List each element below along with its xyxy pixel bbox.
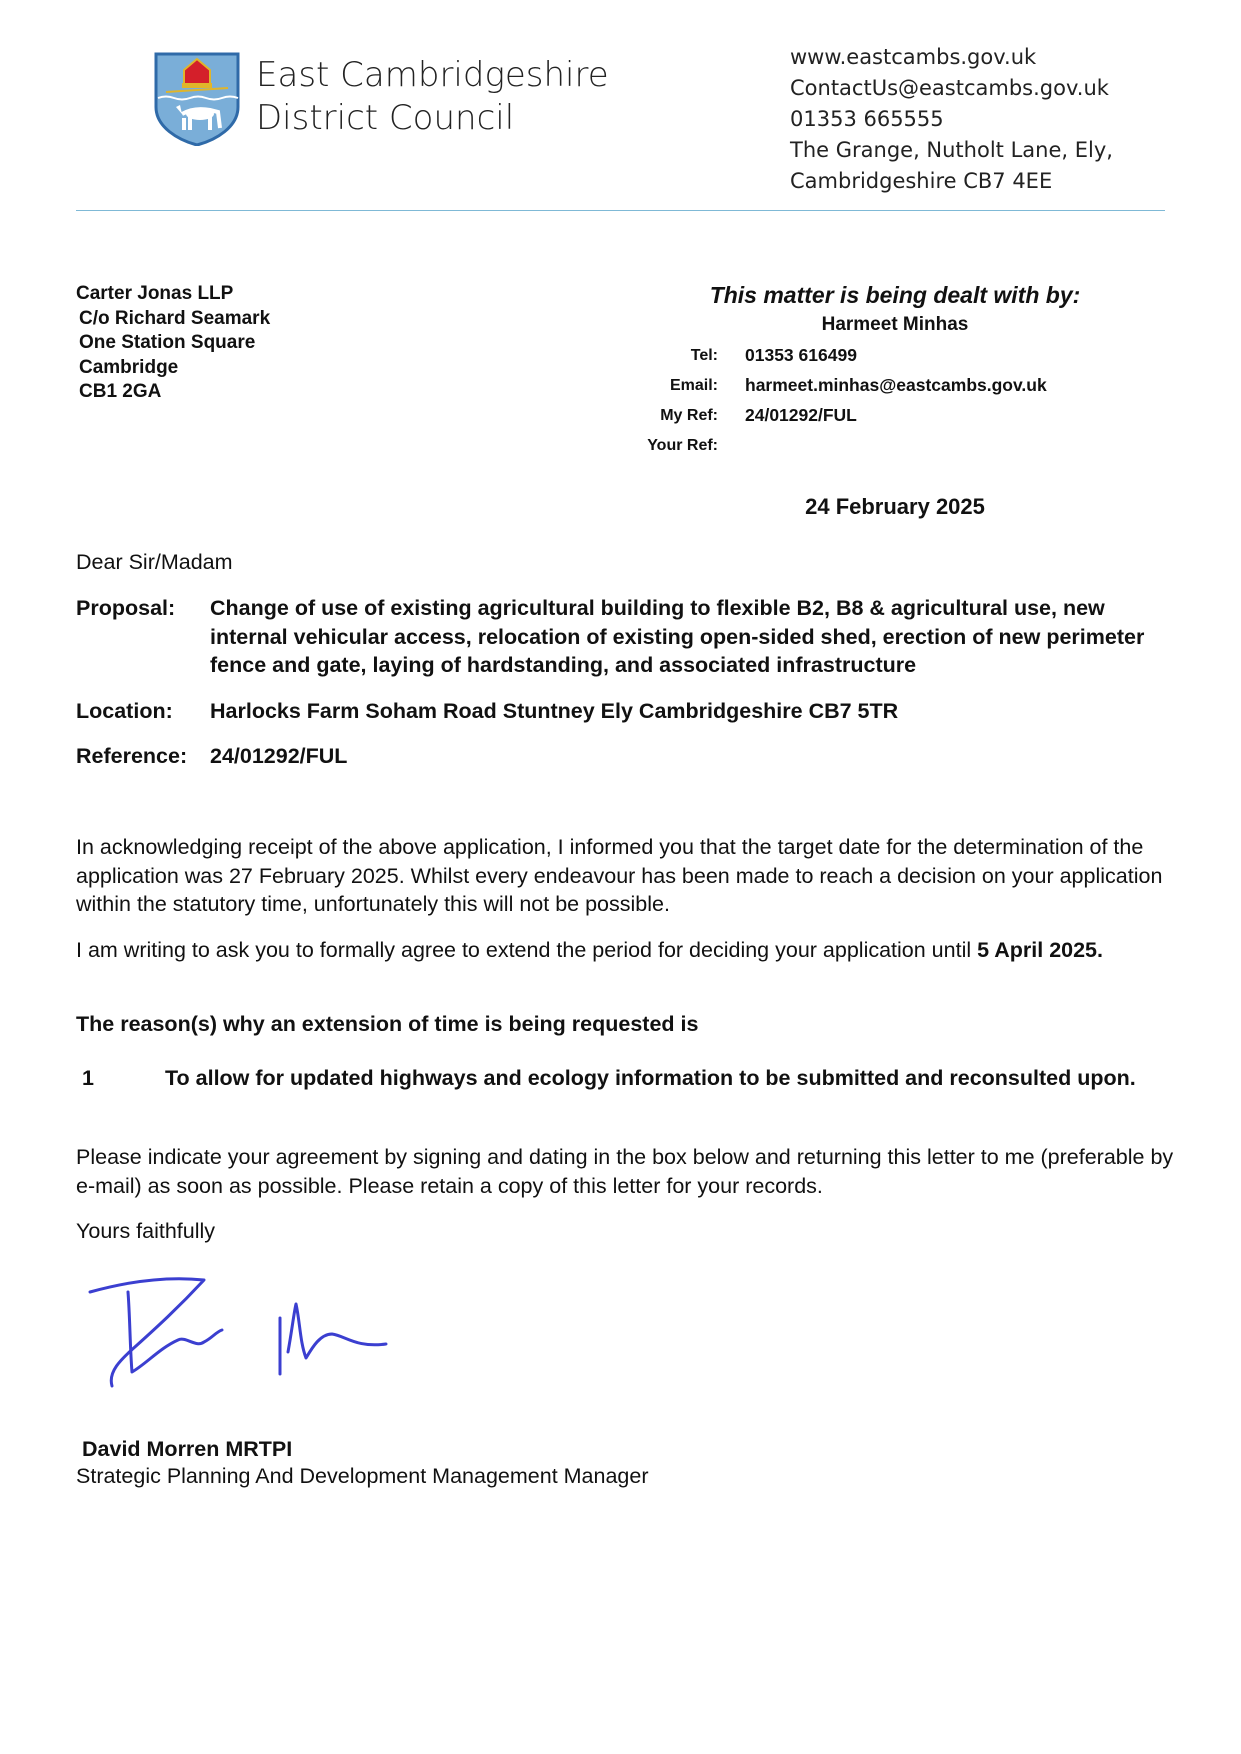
reason-text: To allow for updated highways and ecology information to be submitted and reconsulted upon. bbox=[165, 1066, 1136, 1090]
website-link[interactable]: www.eastcambs.gov.uk bbox=[790, 45, 1037, 69]
logo-line-2: District Council bbox=[256, 98, 515, 138]
email-value[interactable]: harmeet.minhas@eastcambs.gov.uk bbox=[745, 375, 1047, 395]
proposal-label: Proposal: bbox=[76, 596, 176, 620]
dealt-with-heading: This matter is being dealt with by: bbox=[709, 282, 1081, 308]
my-ref-value: 24/01292/FUL bbox=[745, 405, 857, 425]
council-crest-logo bbox=[154, 52, 240, 146]
recipient-line: Cambridge bbox=[79, 356, 179, 378]
signatory-title: Strategic Planning And Development Management Manager bbox=[76, 1464, 649, 1488]
recipient-line: Carter Jonas LLP bbox=[76, 283, 234, 304]
proposal-value: Change of use of existing agricultural building to flexible B2, B8 & agricultural use, new internal vehicular access, relocation of existing open-sided shed, erection of new perimeter fence and gate, laying of hardstanding, and associated infrastructure bbox=[210, 596, 1145, 678]
paragraph-agreement: Please indicate your agreement by signing and dating in the box below and returning this letter to me (preferable by e-mail) as soon as possible. Please retain a copy of this letter for your records. bbox=[76, 1145, 1174, 1198]
location-value: Harlocks Farm Soham Road Stuntney Ely Cambridgeshire CB7 5TR bbox=[210, 699, 899, 723]
address-line-2: Cambridgeshire CB7 4EE bbox=[790, 169, 1053, 193]
handwritten-signature bbox=[86, 1268, 396, 1393]
reference-label: Reference: bbox=[76, 744, 188, 768]
logo-line-1: East Cambridgeshire bbox=[256, 55, 609, 95]
paragraph-acknowledgement: In acknowledging receipt of the above application, I informed you that the target date for the determination of the application was 27 February 2025. Whilst every endeavour has been made to reach a decision on your application within the statutory time, unfortunately this will not be possible. bbox=[76, 835, 1163, 917]
your-ref-label: Your Ref: bbox=[647, 437, 718, 454]
contact-phone: 01353 665555 bbox=[790, 107, 944, 131]
extension-text: I am writing to ask you to formally agree to extend the period for deciding your application until bbox=[76, 938, 978, 962]
email-label: Email: bbox=[669, 377, 718, 394]
tel-value: 01353 616499 bbox=[745, 345, 857, 365]
contact-email-link[interactable]: ContactUs@eastcambs.gov.uk bbox=[790, 76, 1109, 100]
address-line-1: The Grange, Nutholt Lane, Ely, bbox=[790, 138, 1113, 162]
reasons-heading: The reason(s) why an extension of time is being requested is bbox=[76, 1012, 699, 1036]
header-divider bbox=[76, 210, 1165, 211]
signatory-name: David Morren MRTPI bbox=[82, 1437, 293, 1461]
location-label: Location: bbox=[76, 699, 173, 723]
recipient-line: CB1 2GA bbox=[79, 381, 162, 402]
recipient-line: C/o Richard Seamark bbox=[79, 307, 271, 329]
recipient-line: One Station Square bbox=[79, 332, 256, 353]
case-officer-name: Harmeet Minhas bbox=[821, 314, 969, 335]
my-ref-label: My Ref: bbox=[660, 407, 718, 424]
extension-date: 5 April 2025. bbox=[977, 938, 1103, 962]
closing: Yours faithfully bbox=[76, 1219, 216, 1243]
council-name-logo-text bbox=[256, 54, 609, 140]
salutation: Dear Sir/Madam bbox=[76, 550, 233, 574]
paragraph-extension-request bbox=[76, 936, 1176, 965]
reason-number: 1 bbox=[82, 1066, 94, 1090]
tel-label: Tel: bbox=[690, 347, 718, 364]
council-contact-details bbox=[790, 42, 1113, 197]
reference-value: 24/01292/FUL bbox=[210, 744, 348, 768]
recipient-address bbox=[76, 282, 270, 405]
letter-date: 24 February 2025 bbox=[805, 494, 985, 519]
